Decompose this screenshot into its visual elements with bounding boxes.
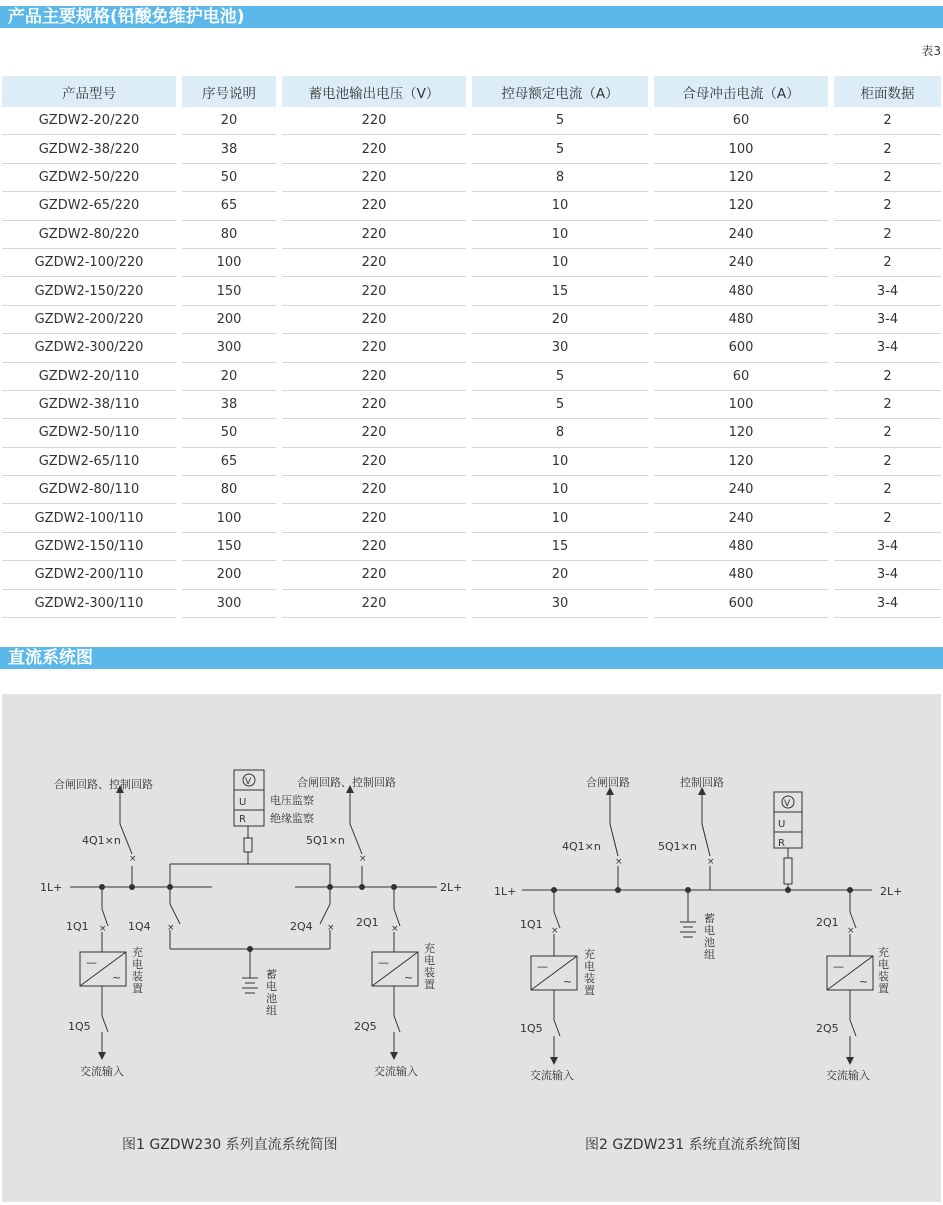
svg-text:—: — (833, 960, 844, 973)
svg-text:~: ~ (563, 975, 573, 988)
d2-label-1q1: 1Q1 (520, 918, 543, 931)
cell-model: GZDW2-200/220 (2, 305, 179, 333)
d2-node (615, 887, 621, 893)
cell-voltage: 220 (279, 107, 469, 135)
d2-switch-5q1 (702, 824, 710, 856)
d2-battery-c2: 池 (704, 936, 715, 949)
cell-serial: 20 (179, 362, 279, 390)
d1-label-2q4: 2Q4 (290, 920, 313, 933)
d1-switch-1q5 (102, 1016, 108, 1032)
cell-control-current: 5 (469, 390, 651, 418)
cell-cabinet: 3-4 (831, 334, 941, 362)
cell-serial: 65 (179, 447, 279, 475)
cell-serial: 100 (179, 504, 279, 532)
cell-cabinet: 2 (831, 163, 941, 191)
d1-label-1q4: 1Q4 (128, 920, 151, 933)
cell-control-current: 15 (469, 532, 651, 560)
d1-label-2q5: 2Q5 (354, 1020, 377, 1033)
cell-cabinet: 2 (831, 447, 941, 475)
cell-voltage: 220 (279, 532, 469, 560)
table-row (2, 447, 941, 475)
cell-model: GZDW2-200/110 (2, 561, 179, 589)
d1-label-ac-left: 交流输入 (80, 1065, 124, 1078)
cell-serial: 38 (179, 135, 279, 163)
cell-closing-current: 120 (651, 163, 831, 191)
d1-node (359, 884, 365, 890)
d1-label-2l: 2L+ (440, 881, 463, 894)
d1-meter-r: R (239, 814, 246, 825)
header-cabinet: 柜面数据 (831, 76, 941, 107)
d1-label-5q1: 5Q1×n (306, 834, 345, 847)
cell-cabinet: 3-4 (831, 532, 941, 560)
cell-model: GZDW2-50/110 (2, 419, 179, 447)
d1-charger-left-c0: 充 (132, 946, 143, 959)
table-number-label: 表3 (921, 44, 941, 58)
d1-switch-5q1 (350, 824, 362, 854)
d1-fuse (244, 838, 252, 852)
svg-text:×: × (707, 857, 715, 867)
table-row (2, 362, 941, 390)
cell-voltage: 220 (279, 447, 469, 475)
cell-serial: 300 (179, 589, 279, 617)
d2-charger-left-c1: 电 (584, 960, 595, 973)
cell-cabinet: 2 (831, 419, 941, 447)
d1-switch-4q1 (120, 824, 132, 854)
cell-control-current: 5 (469, 135, 651, 163)
cell-serial: 80 (179, 476, 279, 504)
table-row (2, 334, 941, 362)
svg-text:~: ~ (112, 971, 122, 984)
d2-charger-right-c1: 电 (878, 958, 889, 971)
cell-control-current: 30 (469, 334, 651, 362)
d1-node (391, 884, 397, 890)
cell-serial: 200 (179, 305, 279, 333)
cell-control-current: 8 (469, 163, 651, 191)
table-row (2, 476, 941, 504)
cell-control-current: 10 (469, 504, 651, 532)
cell-closing-current: 600 (651, 334, 831, 362)
svg-text:~: ~ (859, 975, 869, 988)
cell-closing-current: 240 (651, 504, 831, 532)
d1-label-1q5: 1Q5 (68, 1020, 91, 1033)
spec-table-header-row (2, 76, 941, 107)
cell-voltage: 220 (279, 192, 469, 220)
cell-closing-current: 240 (651, 220, 831, 248)
cell-cabinet: 3-4 (831, 277, 941, 305)
table-row (2, 390, 941, 418)
d2-label-2q5: 2Q5 (816, 1022, 839, 1035)
cell-control-current: 20 (469, 561, 651, 589)
d1-switch-2q4 (320, 904, 330, 924)
cell-closing-current: 480 (651, 532, 831, 560)
table-row (2, 589, 941, 617)
cell-cabinet: 2 (831, 135, 941, 163)
d2-charger-right-c0: 充 (878, 946, 889, 959)
table-row (2, 305, 941, 333)
svg-text:×: × (847, 926, 855, 936)
cell-cabinet: 2 (831, 192, 941, 220)
svg-text:×: × (129, 854, 137, 864)
spec-table-body (2, 107, 941, 618)
d1-charger-right-c3: 置 (424, 978, 435, 991)
cell-closing-current: 60 (651, 107, 831, 135)
cell-cabinet: 2 (831, 248, 941, 276)
d2-label-1l: 1L+ (494, 885, 517, 898)
cell-closing-current: 120 (651, 447, 831, 475)
d2-node (847, 887, 853, 893)
d2-meter-v: V (784, 799, 791, 809)
cell-voltage: 220 (279, 163, 469, 191)
d2-charger-right-c3: 置 (878, 982, 889, 995)
cell-voltage: 220 (279, 561, 469, 589)
cell-model: GZDW2-38/220 (2, 135, 179, 163)
d2-battery-c1: 电 (704, 924, 715, 937)
d1-label-ac-right: 交流输入 (374, 1065, 418, 1078)
d1-battery-c3: 组 (266, 1004, 277, 1017)
cell-voltage: 220 (279, 362, 469, 390)
d2-fuse (784, 858, 792, 884)
d2-label-2q1: 2Q1 (816, 916, 839, 929)
cell-serial: 80 (179, 220, 279, 248)
svg-text:—: — (537, 960, 548, 973)
d1-meter-v: V (245, 777, 252, 787)
cell-cabinet: 2 (831, 476, 941, 504)
cell-control-current: 8 (469, 419, 651, 447)
svg-text:×: × (551, 926, 559, 936)
d1-label-1l: 1L+ (40, 881, 63, 894)
d1-battery-c0: 蓄 (266, 968, 277, 981)
table-row (2, 419, 941, 447)
d2-label-ac-right: 交流输入 (826, 1069, 870, 1082)
cell-closing-current: 100 (651, 390, 831, 418)
svg-text:×: × (615, 857, 623, 867)
header-control-current: 控母额定电流（A） (469, 76, 651, 107)
cell-serial: 150 (179, 277, 279, 305)
cell-closing-current: 480 (651, 277, 831, 305)
cell-control-current: 10 (469, 220, 651, 248)
cell-closing-current: 600 (651, 589, 831, 617)
cell-model: GZDW2-150/220 (2, 277, 179, 305)
d1-voltage-monitor: 电压监察 (270, 794, 314, 807)
cell-control-current: 5 (469, 362, 651, 390)
dc-system-diagrams (2, 694, 941, 1202)
cell-cabinet: 2 (831, 504, 941, 532)
cell-control-current: 10 (469, 447, 651, 475)
svg-text:×: × (327, 923, 335, 933)
cell-cabinet: 2 (831, 390, 941, 418)
cell-cabinet: 3-4 (831, 589, 941, 617)
cell-closing-current: 240 (651, 248, 831, 276)
cell-model: GZDW2-100/110 (2, 504, 179, 532)
cell-voltage: 220 (279, 305, 469, 333)
d2-meter-u: U (778, 819, 786, 830)
d2-node (551, 887, 557, 893)
table-row (2, 192, 941, 220)
svg-text:×: × (167, 923, 175, 933)
d1-charger-left-c1: 电 (132, 958, 143, 971)
cell-voltage: 220 (279, 390, 469, 418)
table-row (2, 220, 941, 248)
d2-charger-left-c0: 充 (584, 948, 595, 961)
d2-switch-1q5 (554, 1020, 560, 1036)
cell-control-current: 30 (469, 589, 651, 617)
d2-node (685, 887, 691, 893)
d2-charger-left-c3: 置 (584, 984, 595, 997)
d2-label-4q1: 4Q1×n (562, 840, 601, 853)
header-serial: 序号说明 (179, 76, 279, 107)
cell-voltage: 220 (279, 476, 469, 504)
table-row (2, 248, 941, 276)
diagram-section-title: 直流系统图 (8, 648, 93, 668)
cell-serial: 20 (179, 107, 279, 135)
cell-model: GZDW2-100/220 (2, 248, 179, 276)
d1-node (327, 884, 333, 890)
cell-model: GZDW2-80/110 (2, 476, 179, 504)
spec-section-header (0, 6, 943, 28)
d2-label-control: 控制回路 (680, 776, 724, 789)
cell-voltage: 220 (279, 504, 469, 532)
diagram2-caption: 图2 GZDW231 系统直流系统简图 (585, 1137, 801, 1153)
d1-node (99, 884, 105, 890)
cell-voltage: 220 (279, 589, 469, 617)
spec-table (2, 76, 941, 618)
d2-label-2l: 2L+ (880, 885, 903, 898)
spec-section-title: 产品主要规格(铅酸免维护电池) (8, 7, 245, 27)
d1-battery-c1: 电 (266, 980, 277, 993)
table-row (2, 504, 941, 532)
d2-label-close: 合闸回路 (586, 776, 630, 789)
cell-serial: 38 (179, 390, 279, 418)
cell-closing-current: 480 (651, 561, 831, 589)
cell-cabinet: 2 (831, 362, 941, 390)
cell-model: GZDW2-300/220 (2, 334, 179, 362)
diagram-section-header (0, 647, 943, 669)
d1-node (247, 946, 253, 952)
d1-charger-right-c1: 电 (424, 954, 435, 967)
cell-control-current: 10 (469, 248, 651, 276)
table-row (2, 135, 941, 163)
d1-charger-left-c3: 置 (132, 982, 143, 995)
cell-serial: 150 (179, 532, 279, 560)
cell-serial: 50 (179, 419, 279, 447)
d1-insulation-monitor: 绝缘监察 (270, 812, 314, 825)
cell-model: GZDW2-150/110 (2, 532, 179, 560)
d2-label-ac-left: 交流输入 (530, 1069, 574, 1082)
d1-node (129, 884, 135, 890)
cell-cabinet: 3-4 (831, 561, 941, 589)
cell-closing-current: 480 (651, 305, 831, 333)
cell-closing-current: 120 (651, 419, 831, 447)
cell-voltage: 220 (279, 135, 469, 163)
cell-control-current: 5 (469, 107, 651, 135)
d2-label-5q1: 5Q1×n (658, 840, 697, 853)
d2-battery-c3: 组 (704, 948, 715, 961)
d2-label-1q5: 1Q5 (520, 1022, 543, 1035)
cell-voltage: 220 (279, 220, 469, 248)
d2-charger-right-c2: 装 (878, 970, 889, 983)
cell-voltage: 220 (279, 334, 469, 362)
svg-text:×: × (99, 924, 107, 934)
d1-meter-u: U (239, 797, 247, 808)
d1-label-right-top: 合闸回路、控制回路 (297, 776, 396, 789)
d1-label-1q1: 1Q1 (66, 920, 89, 933)
d2-charger-left-c2: 装 (584, 972, 595, 985)
cell-voltage: 220 (279, 277, 469, 305)
cell-control-current: 10 (469, 476, 651, 504)
header-closing-current: 合母冲击电流（A） (651, 76, 831, 107)
cell-model: GZDW2-20/110 (2, 362, 179, 390)
cell-model: GZDW2-80/220 (2, 220, 179, 248)
table-row (2, 107, 941, 135)
d1-switch-1q4 (170, 904, 180, 924)
header-model: 产品型号 (2, 76, 179, 107)
cell-model: GZDW2-65/110 (2, 447, 179, 475)
cell-model: GZDW2-20/220 (2, 107, 179, 135)
cell-serial: 100 (179, 248, 279, 276)
table-row (2, 163, 941, 191)
d1-battery-c2: 池 (266, 992, 277, 1005)
cell-closing-current: 60 (651, 362, 831, 390)
cell-voltage: 220 (279, 248, 469, 276)
svg-text:×: × (359, 854, 367, 864)
d1-node (167, 884, 173, 890)
d1-switch-2q5 (394, 1016, 400, 1032)
d1-charger-left-c2: 装 (132, 970, 143, 983)
cell-closing-current: 100 (651, 135, 831, 163)
cell-model: GZDW2-300/110 (2, 589, 179, 617)
cell-control-current: 15 (469, 277, 651, 305)
diagram1-caption: 图1 GZDW230 系列直流系统简图 (122, 1137, 338, 1153)
svg-text:—: — (86, 956, 97, 969)
cell-serial: 200 (179, 561, 279, 589)
cell-closing-current: 120 (651, 192, 831, 220)
cell-serial: 50 (179, 163, 279, 191)
d1-label-4q1: 4Q1×n (82, 834, 121, 847)
d1-label-2q1: 2Q1 (356, 916, 379, 929)
cell-control-current: 10 (469, 192, 651, 220)
header-voltage: 蓄电池输出电压（V） (279, 76, 469, 107)
cell-model: GZDW2-38/110 (2, 390, 179, 418)
d2-battery-c0: 蓄 (704, 912, 715, 925)
cell-model: GZDW2-65/220 (2, 192, 179, 220)
d1-charger-right-c2: 装 (424, 966, 435, 979)
d1-label-left-top: 合闸回路、控制回路 (54, 778, 153, 791)
d2-switch-4q1 (610, 824, 618, 856)
cell-cabinet: 2 (831, 220, 941, 248)
d1-charger-right-c0: 充 (424, 942, 435, 955)
table-row (2, 561, 941, 589)
table-row (2, 277, 941, 305)
cell-cabinet: 3-4 (831, 305, 941, 333)
diagram-panel (2, 694, 941, 1202)
d2-node (785, 887, 791, 893)
cell-serial: 65 (179, 192, 279, 220)
cell-voltage: 220 (279, 419, 469, 447)
cell-model: GZDW2-50/220 (2, 163, 179, 191)
table-row (2, 532, 941, 560)
cell-control-current: 20 (469, 305, 651, 333)
cell-serial: 300 (179, 334, 279, 362)
svg-text:—: — (378, 956, 389, 969)
d2-switch-2q5 (850, 1020, 856, 1036)
svg-text:×: × (391, 924, 399, 934)
cell-closing-current: 240 (651, 476, 831, 504)
cell-cabinet: 2 (831, 107, 941, 135)
d2-meter-r: R (778, 838, 785, 849)
svg-text:~: ~ (404, 971, 414, 984)
